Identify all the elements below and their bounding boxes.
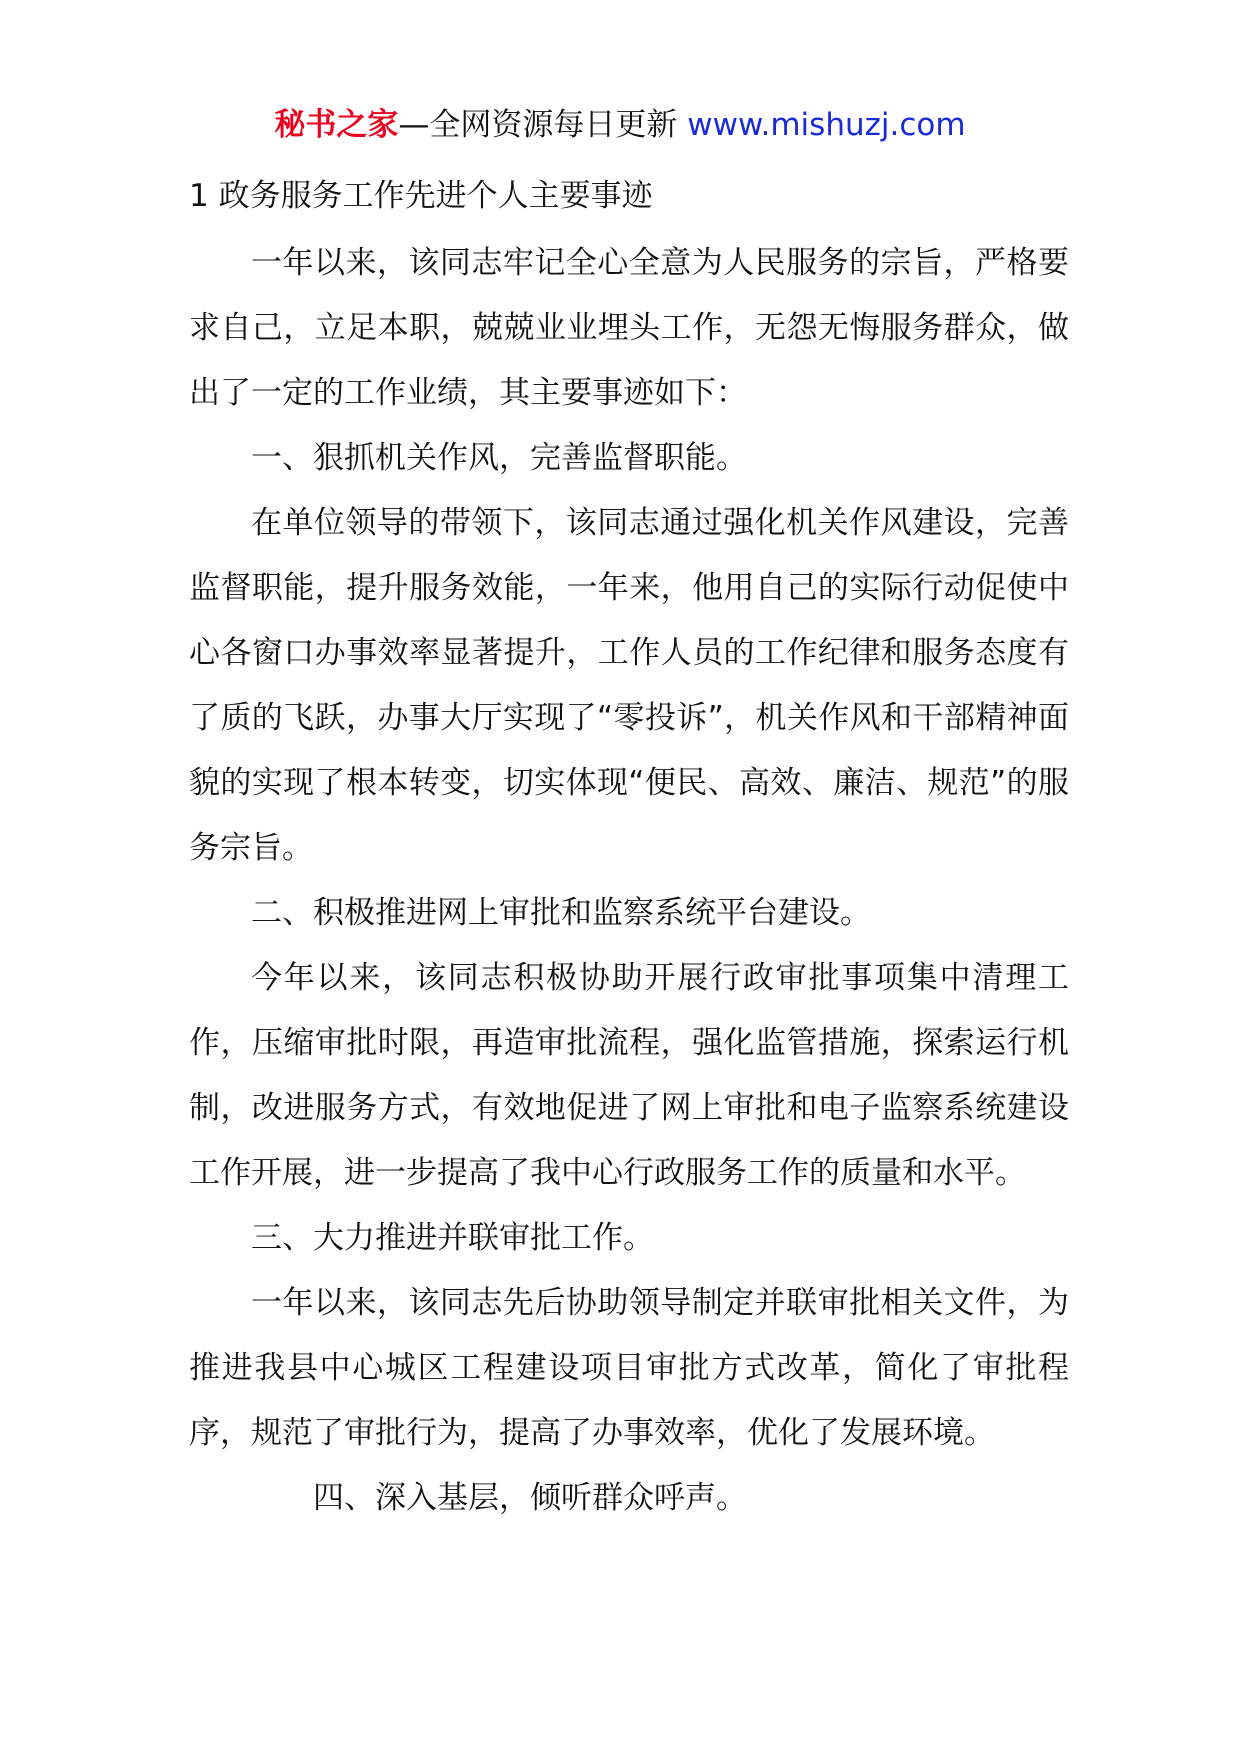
site-brand: 秘书之家 [274,107,399,143]
paragraph-section-1: 在单位领导的带领下，该同志通过强化机关作风建设，完善监督职能，提升服务效能，一年来，他用自己的实际行动促使中心各窗口办事效率显著提升，工作人员的工作纪律和服务态度有了质的飞跃，办事大厅实现了“零投诉”，机关作风和干部精神面貌的实现了根本转变，切实体现“便民、高效、廉洁、规范”的服务宗旨。 [189,505,1069,866]
section-heading-4: 四、深入基层，倾听群众呼声。 [313,1480,747,1516]
site-url-link[interactable]: www.mishuzj.com [687,107,966,143]
section-heading-1: 一、狠抓机关作风，完善监督职能。 [251,440,747,476]
site-header [0,100,1240,150]
document-title: 1 政务服务工作先进个人主要事迹 [189,178,653,214]
paragraph-section-2: 今年以来，该同志积极协助开展行政审批事项集中清理工作，压缩审批时限，再造审批流程，强化监管措施，探索运行机制，改进服务方式，有效地促进了网上审批和电子监察系统建设工作开展，进一步提高了我中心行政服务工作的质量和水平。 [189,960,1069,1191]
section-heading-3: 三、大力推进并联审批工作。 [251,1220,654,1256]
section-heading-2: 二、积极推进网上审批和监察系统平台建设。 [251,895,871,931]
document-body [189,166,1069,1531]
paragraph-intro: 一年以来，该同志牢记全心全意为人民服务的宗旨，严格要求自己，立足本职，兢兢业业埋头工作，无怨无悔服务群众，做出了一定的工作业绩，其主要事迹如下： [189,245,1069,411]
paragraph-section-3: 一年以来，该同志先后协助领导制定并联审批相关文件，为推进我县中心城区工程建设项目审批方式改革，简化了审批程序，规范了审批行为，提高了办事效率，优化了发展环境。 [189,1285,1069,1451]
site-tagline: —全网资源每日更新 [398,107,688,143]
